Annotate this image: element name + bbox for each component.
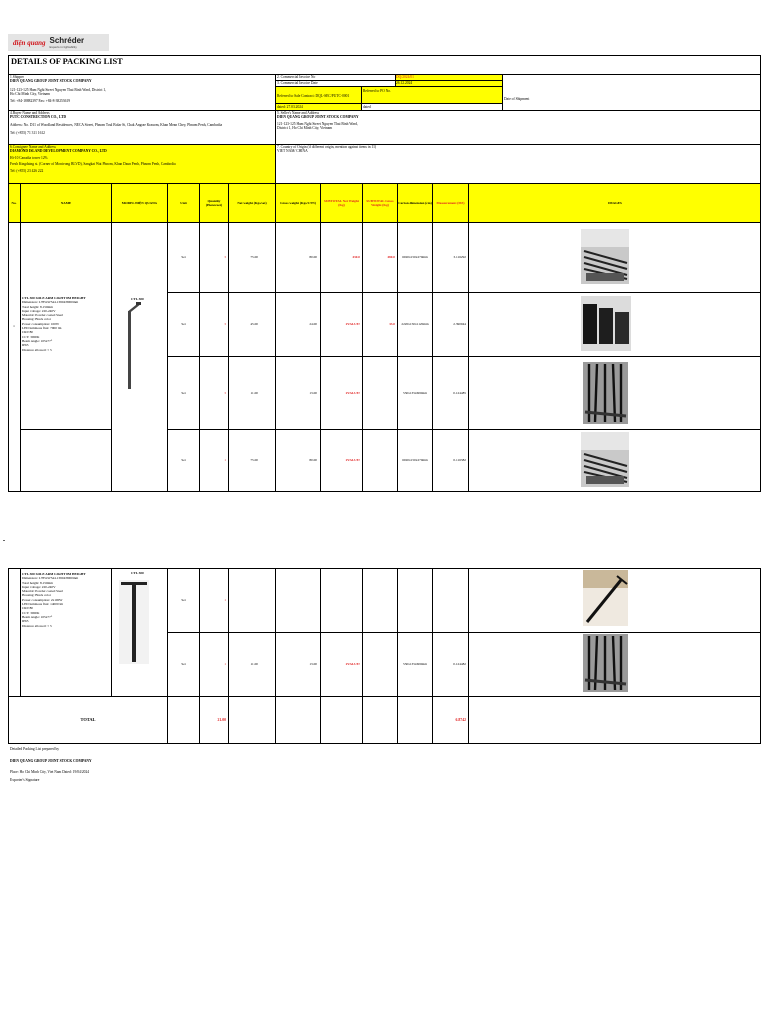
buyer-block: 4.Buyer Name and Address PUTC CONSTRUCTION CO., LTD Address: No. D11 of Woodland Residences, NECA Street, Phnom Toul Bolar St, Chak Angrae Krauom, Khan Mean Chey, Phnom Penh, Cambodia Tel: (+855) 71 311 1612 (10, 111, 223, 136)
invoice-no: DQ/2024/01 (396, 75, 502, 80)
col-header-measurement: Measurement (M3) (436, 201, 465, 205)
sale-contract-label: Referred to Sale Contract: DQL-SEC/PUTC-0001 (277, 94, 350, 98)
footer-prepared: Detailed Packing List prepared by (10, 747, 60, 751)
po-label: Referred to PO No. (363, 89, 391, 93)
col-header-subtotal-net: SUBTOTAL Net Weight (Kg) (323, 199, 360, 207)
product1-pole-image (118, 301, 142, 391)
product2-photo-1 (583, 570, 628, 626)
col-header-model: MODEL ĐIỆN QUANG (121, 201, 158, 205)
invoice-no-label: 2. Commercial Invoice No (277, 75, 316, 79)
product1-photo-4 (581, 432, 629, 487)
col-header-name: NAME (60, 201, 72, 205)
footer-place-date: Place: Ho Chi Minh City, Viet Nam Dated: 19/04/2024 (10, 770, 90, 774)
col-header-gross-weight: Gross weight (Kgs/CTN) (280, 201, 316, 205)
col-header-unit: Unit (180, 201, 187, 205)
logo-dien-quang: điện quang (13, 38, 46, 47)
origin-block: 7. Country of Origin (if different origin, mention against items in 11) VIET NAM/ CHINA (277, 145, 377, 154)
col-header-images: IMAGES (608, 201, 622, 205)
product2-name-cell: CTL 300 SOLE ARM LIGHT 8M HEIGHT Dimension: L785xW544.13904/8000mm Total height: 8.150mm Input voltage: 220-240V Material: Powder coated Steel Housing: Black color Power consumption: 2x100W LED luminous flux: 14000 lm CRI>80 CCT: 3000K Beam Angle: 105x77° IP65 Distance allowed: < 5 (22, 572, 110, 628)
product1-photo-2 (581, 296, 631, 351)
product1-photo-3 (583, 362, 628, 424)
shipper-block: 1.Shipper DIEN QUANG GROUP JOINT STOCK COMPANY 121-123-125 Ham Nghi Street Nguyen Thai Binh Ward, District 1, Ho Chi Minh City, Vietnam Tel: +84-18882397 Fax: +84-8-38253619 (10, 75, 107, 103)
total-measurement: 6.8742 (455, 718, 466, 722)
product1-photo-1 (581, 229, 629, 284)
product1-no: 1 (13, 323, 15, 328)
footer-signature: Exporter's Signature (10, 778, 40, 782)
page-title: DETAILS OF PACKING LIST (11, 57, 123, 66)
product2-pole-image (119, 578, 149, 664)
col-header-quantity: Quantity (Pieces/set) (205, 199, 222, 207)
product1-name: CTL 300 SOLE ARM LIGHT 8M HEIGHT (22, 296, 86, 300)
product1-model: CTL 300 (131, 297, 144, 301)
consignee-block: 6.Consignee Name and Address DIAMOND ISLAND DEVELOPMENT COMPANY CO., LTD Hi-10 Canadia tower 12% Fresh Kingdaing st. (Corner of Monivong BLVD), Sangkat Wat Phnom, Khan Daun Penh, Phnom Penh, Cambodia Tel: (+855) 23 426 222 (10, 145, 176, 173)
col-header-no: No. (11, 201, 17, 205)
seller-block: 5. Seller's Name and Address DIEN QUANG GROUP JOINT STOCK COMPANY 121-123-125 Ham Nghi Street Nguyen Thai Binh Ward, District 1, Ho Chi Minh City, Vietnam (277, 111, 359, 131)
total-quantity: 21.00 (217, 718, 226, 722)
dated2-label: dated (363, 105, 371, 109)
product1-name-cell: CTL 300 SOLE ARM LIGHT 8M HEIGHT Dimension: L785xW544.13904/8000mm Total height: 8.150mm Input voltage: 220-240V Material: Powder coated Steel Housing: Black color Power consumption: 100W LED luminous flux: 7900 lm CRI>80 CCT: 3000K Beam Angle: 105x77° IP65 Distance allowed: < 5 (22, 296, 110, 352)
col-header-net-weight: Net weight (Kgs/set) (237, 201, 267, 205)
product2-name: CTL 300 SOLE ARM LIGHT 8M HEIGHT (22, 572, 86, 576)
product2-model: CTL 300 (131, 571, 144, 575)
total-label: TOTAL (80, 717, 96, 722)
col-header-carton-dimension: Carton dimension (cm) (398, 201, 432, 205)
dated-label: dated: 27.03.2024 (277, 105, 303, 109)
invoice-date-label: 3. Commercial Invoice Date (277, 81, 318, 85)
company-logo (8, 34, 109, 51)
col-header-subtotal-gross: SUBTOTAL Gross Weight (Kg) (366, 199, 394, 207)
date-of-shipment-label: Date of Shipment (504, 97, 530, 101)
product2-photo-2 (583, 634, 628, 692)
logo-schreder: Schréder Experts in lightability (49, 36, 85, 49)
invoice-date: 26.12.2024 (396, 81, 502, 86)
footer-company: DIEN QUANG GROUP JOINT STOCK COMPANY (10, 759, 92, 763)
